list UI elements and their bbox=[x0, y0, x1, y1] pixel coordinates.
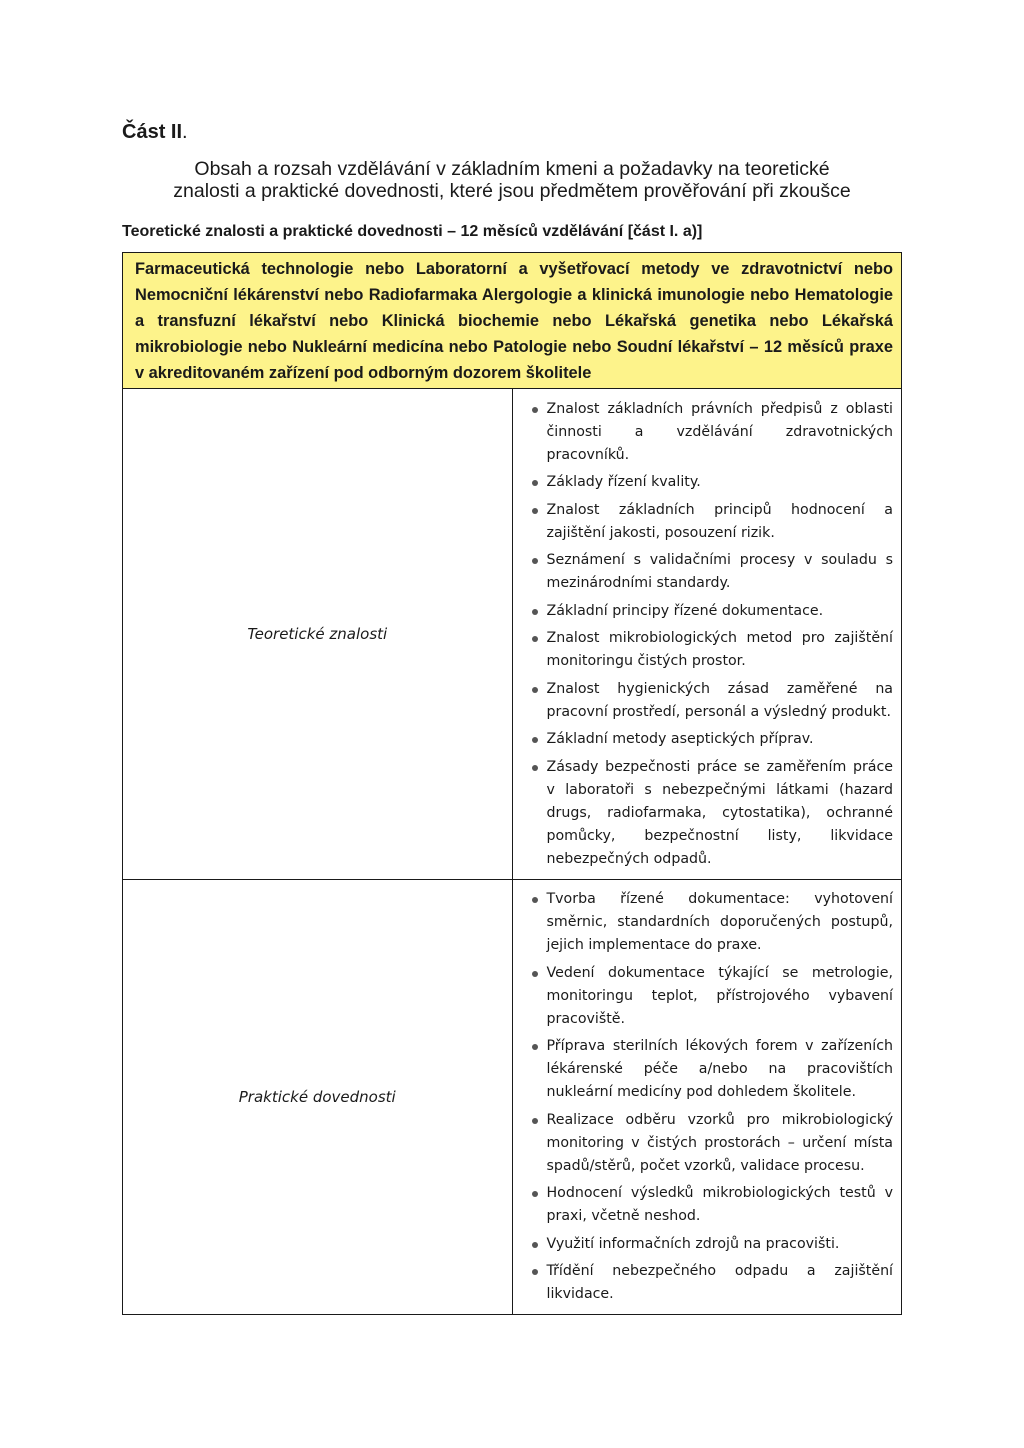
list-item-text: Znalost mikrobiologických metod pro zajištění monitoringu čistých prostor. bbox=[546, 630, 893, 669]
list-item-text: Základy řízení kvality. bbox=[546, 474, 701, 490]
list-item bbox=[517, 962, 894, 1031]
part-title-text: Část II bbox=[122, 121, 183, 143]
bullet-icon bbox=[532, 558, 538, 564]
list-item-text: Tvorba řízené dokumentace: vyhotovení směrnic, standardních doporučených postupů, jejich implementace do praxe. bbox=[546, 891, 893, 953]
practice-list bbox=[517, 888, 894, 1306]
list-item bbox=[517, 1182, 894, 1228]
list-item bbox=[517, 499, 894, 545]
list-item-text: Znalost základních právních předpisů z oblasti činnosti a vzdělávání zdravotnických pracovníků. bbox=[546, 400, 893, 463]
list-item bbox=[517, 627, 894, 673]
bullet-icon bbox=[532, 1242, 538, 1248]
theory-items-cell bbox=[512, 389, 902, 880]
list-item-text: Využití informačních zdrojů na pracovišti. bbox=[546, 1235, 840, 1252]
list-item-text: Seznámení s validačními procesy v souladu s mezinárodními standardy. bbox=[546, 552, 893, 591]
theory-list bbox=[517, 398, 894, 871]
list-item bbox=[517, 728, 894, 751]
list-item bbox=[517, 471, 894, 494]
section-subheading: Teoretické znalosti a praktické dovednosti – 12 měsíců vzdělávání [část I. a)] bbox=[122, 223, 703, 240]
part-title-suffix: . bbox=[182, 121, 188, 143]
list-item-text: Příprava sterilních lékových forem v zařízeních lékárenské péče a/nebo na pracovištích nukleární medicíny pod dohledem školitele. bbox=[546, 1038, 893, 1100]
list-item-text: Základní principy řízené dokumentace. bbox=[546, 602, 824, 619]
bullet-icon bbox=[532, 971, 538, 977]
curriculum-table bbox=[122, 252, 902, 1315]
theory-label: Teoretické znalosti bbox=[123, 389, 513, 880]
list-item bbox=[517, 1035, 894, 1104]
bullet-icon bbox=[532, 737, 538, 743]
list-item bbox=[517, 678, 894, 724]
main-heading-line-2: znalosti a praktické dovednosti, které jsou předmětem prověřování při zkoušce bbox=[173, 180, 851, 202]
bullet-icon bbox=[532, 609, 538, 615]
main-heading bbox=[122, 158, 902, 202]
bullet-icon bbox=[532, 1118, 538, 1124]
bullet-icon bbox=[532, 897, 538, 903]
list-item bbox=[517, 600, 894, 623]
practice-row bbox=[123, 879, 902, 1315]
main-heading-line-1: Obsah a rozsah vzdělávání v základním kmeni a požadavky na teoretické bbox=[194, 158, 830, 180]
list-item bbox=[517, 549, 894, 595]
list-item-text: Zásady bezpečnosti práce se zaměřením práce v laboratoři s nebezpečnými látkami (hazard drugs, radiofarmaka, cytostatika), ochranné pomůcky, bezpečnostní listy, likvidace nebezpečných odpadů. bbox=[546, 758, 893, 867]
list-item-text: Základní metody aseptických příprav. bbox=[546, 731, 814, 747]
list-item-text: Třídění nebezpečného odpadu a zajištění likvidace. bbox=[546, 1263, 893, 1302]
document-page bbox=[122, 118, 902, 1315]
bullet-icon bbox=[532, 1191, 538, 1197]
bullet-icon bbox=[532, 480, 538, 486]
bullet-icon bbox=[532, 636, 538, 642]
list-item bbox=[517, 398, 894, 467]
list-item bbox=[517, 1109, 894, 1178]
bullet-icon bbox=[532, 765, 538, 771]
bullet-icon bbox=[532, 687, 538, 693]
bullet-icon bbox=[532, 508, 538, 514]
practice-label: Praktické dovednosti bbox=[123, 879, 513, 1315]
list-item-text: Vedení dokumentace týkající se metrologie, monitoringu teplot, přístrojového vybavení pracoviště. bbox=[546, 964, 893, 1027]
bullet-icon bbox=[532, 1044, 538, 1050]
bullet-icon bbox=[532, 1269, 538, 1275]
banner-row bbox=[123, 253, 902, 389]
banner-cell: Farmaceutická technologie nebo Laboratorní a vyšetřovací metody ve zdravotnictví nebo Nemocniční lékárenství nebo Radiofarmaka Alergologie a klinická imunologie nebo Hematologie a transfuzní lékařství nebo Klinická biochemie nebo Lékařská genetika nebo Lékařská mikrobiologie nebo Nukleární medicína nebo Patologie nebo Soudní lékařství – 12 měsíců praxe v akreditovaném zařízení pod odborným dozorem školitele bbox=[123, 253, 902, 389]
bullet-icon bbox=[532, 407, 538, 413]
list-item-text: Realizace odběru vzorků pro mikrobiologický monitoring v čistých prostorách – určení místa spadů/stěrů, počet vzorků, validace procesu. bbox=[546, 1111, 893, 1174]
list-item-text: Hodnocení výsledků mikrobiologických testů v praxi, včetně neshod. bbox=[546, 1185, 893, 1224]
list-item bbox=[517, 756, 894, 871]
list-item-text: Znalost základních principů hodnocení a zajištění jakosti, posouzení rizik. bbox=[546, 501, 893, 541]
theory-row bbox=[123, 389, 902, 880]
list-item-text: Znalost hygienických zásad zaměřené na pracovní prostředí, personál a výsledný produkt. bbox=[546, 680, 893, 720]
part-title bbox=[122, 118, 902, 146]
list-item bbox=[517, 1260, 894, 1306]
list-item bbox=[517, 1233, 894, 1256]
list-item bbox=[517, 888, 894, 957]
practice-items-cell bbox=[512, 879, 902, 1315]
